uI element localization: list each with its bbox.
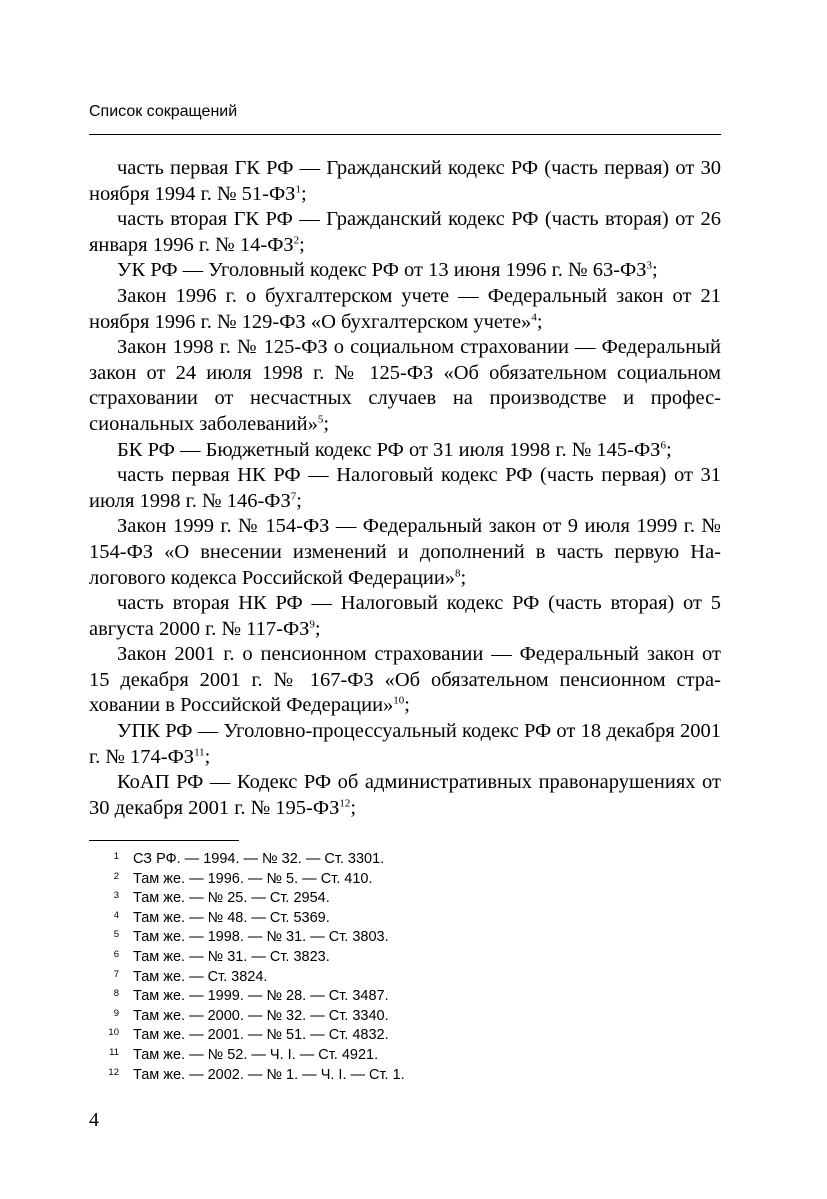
abbreviation-entry	[89, 207, 721, 258]
footnote	[89, 1046, 721, 1066]
abbreviation-entry	[89, 591, 721, 642]
entry-tail: ;	[350, 796, 357, 819]
entry-tail: ;	[323, 412, 330, 435]
entry-text: часть вторая ГК РФ — Гражданский кодекс РФ (часть вторая) от 26 января 1996 г. № 14-ФЗ	[89, 208, 721, 256]
abbreviation-entry	[89, 514, 721, 591]
entry-tail: ;	[299, 233, 305, 256]
footnote-ref[interactable]: 12	[339, 797, 351, 810]
entry-text: УК РФ — Уголовный кодекс РФ от 13 июня 1996 г. № 63-ФЗ	[117, 259, 647, 282]
footnote-text: СЗ РФ. — 1994. — № 32. — Ст. 3301.	[133, 851, 385, 867]
footnote-text: Там же. — Ст. 3824.	[133, 968, 268, 985]
footnote	[89, 909, 721, 929]
running-head: Список сокращений	[89, 103, 238, 120]
footnote	[89, 948, 721, 968]
footnote-number: 2	[113, 870, 119, 882]
abbreviation-entry	[89, 438, 721, 464]
entry-text: Закон 1998 г. № 125-ФЗ о социальном страховании — Федеральный закон от 24 июля 1998 г. № 125-ФЗ «Об обязательном социальном страховании от несчастных случаев на производстве и профессиональных заболеваний»	[89, 336, 721, 435]
entry-text: БК РФ — Бюджетный кодекс РФ от 31 июля 1998 г. № 145-ФЗ	[117, 438, 661, 461]
footnote-number: 1	[113, 851, 119, 862]
entry-text: Закон 1999 г. № 154-ФЗ — Федеральный закон от 9 июля 1999 г. № 154-ФЗ «О внесении изменений и дополнений в часть первую Налогового кодекса Российской Федерации»	[89, 515, 721, 589]
footnotes-list	[89, 850, 721, 1085]
footnote-ref[interactable]: 1	[295, 182, 301, 195]
footnote-number: 7	[113, 968, 119, 980]
footnote-text: Там же. — 1998. — № 31. — Ст. 3803.	[133, 929, 389, 946]
entry-text: Закон 1996 г. о бухгалтерском учете — Федеральный закон от 21 ноября 1996 г. № 129-ФЗ «О бухгалтерском учете»	[89, 284, 721, 333]
entry-text: часть первая ГК РФ — Гражданский кодекс РФ (часть первая) от 30 ноября 1994 г. № 51-ФЗ	[89, 157, 721, 205]
footnote-text: Там же. — № 31. — Ст. 3823.	[133, 948, 330, 965]
entry-tail: ;	[300, 182, 307, 205]
header-rule	[89, 134, 721, 135]
footnote	[89, 1007, 721, 1027]
footnote	[89, 968, 721, 988]
footnote-ref[interactable]: 4	[531, 310, 537, 323]
footnote-text: Там же. — 2000. — № 32. — Ст. 3340.	[133, 1007, 389, 1024]
entry-tail: ;	[314, 617, 321, 640]
footnote-number: 4	[113, 909, 119, 921]
footnote-number: 11	[109, 1046, 119, 1058]
abbreviation-entry	[89, 642, 721, 719]
footnote-ref[interactable]: 2	[293, 234, 300, 247]
footnote-number: 8	[113, 988, 119, 1000]
entry-text: КоАП РФ — Кодекс РФ об административных правонарушениях от 30 декабря 2001 г. № 195-ФЗ	[89, 771, 721, 819]
footnote-ref[interactable]: 9	[309, 618, 315, 630]
entry-text: часть вторая НК РФ — Налоговый кодекс РФ (часть вторая) от 5 августа 2000 г. № 117-ФЗ	[89, 592, 721, 640]
entry-tail: ;	[665, 438, 672, 461]
footnote-ref[interactable]: 5	[317, 413, 324, 426]
footnote	[89, 987, 721, 1007]
footnote	[89, 1026, 721, 1046]
entry-tail: ;	[404, 694, 410, 717]
entry-tail: ;	[460, 566, 467, 589]
footnote-text: Там же. — № 48. — Ст. 5369.	[133, 909, 330, 926]
footnote-number: 3	[113, 890, 119, 902]
footnote-separator	[89, 840, 239, 841]
footnote	[89, 889, 721, 909]
footnote-text: Там же. — № 25. — Ст. 2954.	[133, 890, 330, 907]
footnote-ref[interactable]: 10	[393, 694, 405, 707]
footnote-ref[interactable]: 7	[290, 490, 297, 503]
entry-text: часть первая НК РФ — Налоговый кодекс РФ (часть первая) от 31 июля 1998 г. № 146-ФЗ	[89, 464, 721, 512]
footnote	[89, 1066, 721, 1086]
footnote	[89, 870, 721, 890]
abbreviation-entry	[89, 770, 721, 821]
footnote-ref[interactable]: 6	[660, 438, 666, 451]
abbreviation-entry	[89, 463, 721, 514]
entry-tail: ;	[204, 745, 211, 768]
footnote-ref[interactable]: 8	[455, 566, 461, 579]
abbreviation-entry	[89, 156, 721, 207]
footnote	[89, 928, 721, 948]
abbreviation-entry	[89, 258, 721, 284]
entry-text: УПК РФ — Уголовно-процессуальный кодекс РФ от 18 декабря 2001 г. № 174-ФЗ	[89, 720, 721, 768]
entry-tail: ;	[536, 310, 543, 333]
footnote	[89, 850, 721, 870]
entry-text: Закон 2001 г. о пенсионном страховании — Федеральный закон от 15 декабря 2001 г. № 167-ФЗ «Об обязательном пенсионном страховании в Российской Федерации»	[89, 643, 721, 717]
footnote-text: Там же. — № 52. — Ч. I. — Ст. 4921.	[133, 1046, 379, 1063]
footnote-text: Там же. — 2001. — № 51. — Ст. 4832.	[133, 1027, 389, 1044]
footnote-text: Там же. — 1996. — № 5. — Ст. 410.	[133, 870, 373, 887]
abbreviation-entry	[89, 719, 721, 770]
abbreviation-entry	[89, 335, 721, 437]
footnote-number: 5	[113, 929, 119, 941]
footnote-text: Там же. — 2002. — № 1. — Ч. I. — Ст. 1.	[133, 1066, 405, 1083]
entry-tail: ;	[652, 259, 658, 282]
abbreviation-list	[89, 156, 721, 821]
footnote-number: 10	[108, 1027, 119, 1039]
footnote-text: Там же. — 1999. — № 28. — Ст. 3487.	[133, 988, 389, 1005]
footnote-number: 12	[108, 1066, 119, 1078]
footnote-ref[interactable]: 11	[194, 745, 205, 758]
page-number: 4	[89, 1109, 99, 1131]
entry-tail: ;	[296, 489, 302, 512]
footnote-number: 9	[113, 1007, 119, 1019]
footnote-number: 6	[113, 948, 119, 960]
abbreviation-entry	[89, 284, 721, 335]
footnote-ref[interactable]: 3	[646, 259, 652, 272]
